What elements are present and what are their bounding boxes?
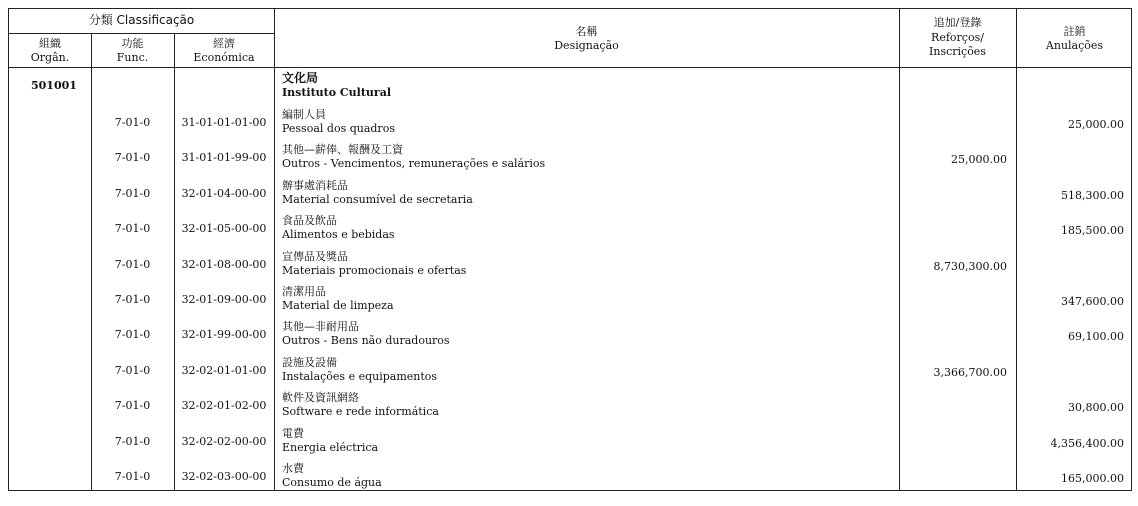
reforcos-value: 8,730,300.00 bbox=[933, 260, 1007, 273]
designation-pt: Alimentos e bebidas bbox=[282, 228, 395, 241]
header-organ-zh: 組織 bbox=[39, 37, 61, 50]
anulacoes-value: 30,800.00 bbox=[1068, 401, 1124, 414]
designation-zh: 食品及飲品 bbox=[282, 214, 337, 227]
designation-zh: 設施及設備 bbox=[282, 356, 337, 369]
designation-pt: Consumo de água bbox=[282, 476, 382, 489]
header-func-pt: Func. bbox=[116, 51, 149, 64]
econ-code: 32-02-02-00-00 bbox=[181, 435, 267, 448]
column-divider bbox=[899, 9, 900, 490]
organ-code: 501001 bbox=[31, 79, 77, 92]
func-code: 7-01-0 bbox=[114, 470, 151, 483]
anulacoes-value: 518,300.00 bbox=[1061, 189, 1124, 202]
econ-code: 32-01-09-00-00 bbox=[181, 293, 267, 306]
func-code: 7-01-0 bbox=[114, 364, 151, 377]
econ-code: 32-01-08-00-00 bbox=[181, 258, 267, 271]
budget-table bbox=[8, 8, 1132, 491]
func-code: 7-01-0 bbox=[114, 328, 151, 341]
reforcos-value: 25,000.00 bbox=[951, 153, 1007, 166]
designation-zh: 電費 bbox=[282, 427, 304, 440]
entity-name-pt: Instituto Cultural bbox=[282, 86, 392, 99]
entity-name-zh: 文化局 bbox=[282, 71, 319, 85]
func-code: 7-01-0 bbox=[114, 222, 151, 235]
econ-code: 32-02-03-00-00 bbox=[181, 470, 267, 483]
econ-code: 32-02-01-01-00 bbox=[181, 364, 267, 377]
column-divider bbox=[1016, 9, 1017, 490]
designation-pt: Material consumível de secretaria bbox=[282, 193, 473, 206]
econ-code: 31-01-01-99-00 bbox=[181, 151, 267, 164]
designation-pt: Pessoal dos quadros bbox=[282, 122, 395, 135]
header-reforcos-zh: 追加/登錄 bbox=[933, 16, 982, 29]
designation-pt: Outros - Vencimentos, remunerações e salários bbox=[282, 157, 546, 170]
header-organ-pt: Orgân. bbox=[30, 51, 70, 64]
econ-code: 32-01-04-00-00 bbox=[181, 187, 267, 200]
designation-zh: 編制人員 bbox=[282, 108, 326, 121]
anulacoes-value: 185,500.00 bbox=[1061, 224, 1124, 237]
anulacoes-value: 165,000.00 bbox=[1061, 472, 1124, 485]
header-designacao-pt: Designação bbox=[554, 39, 619, 52]
header-reforcos-pt: Reforços/ bbox=[931, 31, 984, 44]
header-func-zh: 功能 bbox=[121, 37, 144, 50]
header-subrule bbox=[9, 33, 274, 34]
designation-zh: 軟件及資訊網絡 bbox=[282, 391, 359, 404]
reforcos-value: 3,366,700.00 bbox=[933, 366, 1007, 379]
econ-code: 32-02-01-02-00 bbox=[181, 399, 267, 412]
econ-code: 32-01-99-00-00 bbox=[181, 328, 267, 341]
designation-pt: Materiais promocionais e ofertas bbox=[282, 264, 467, 277]
header-econ-pt: Económica bbox=[193, 51, 255, 64]
designation-pt: Energia eléctrica bbox=[282, 441, 379, 454]
func-code: 7-01-0 bbox=[114, 151, 151, 164]
column-divider bbox=[274, 9, 275, 490]
designation-pt: Material de limpeza bbox=[282, 299, 394, 312]
anulacoes-value: 4,356,400.00 bbox=[1050, 437, 1124, 450]
designation-zh: 清潔用品 bbox=[282, 285, 326, 298]
designation-pt: Instalações e equipamentos bbox=[282, 370, 438, 383]
header-inscricoes-pt: Inscrições bbox=[929, 45, 986, 58]
header-econ-zh: 經濟 bbox=[213, 37, 235, 50]
func-code: 7-01-0 bbox=[114, 399, 151, 412]
designation-zh: 其他—薪俸、報酬及工資 bbox=[282, 143, 403, 156]
designation-zh: 其他—非耐用品 bbox=[282, 320, 359, 333]
designation-zh: 宣傳品及獎品 bbox=[282, 250, 348, 263]
func-code: 7-01-0 bbox=[114, 435, 151, 448]
designation-zh: 水費 bbox=[282, 462, 304, 475]
func-code: 7-01-0 bbox=[114, 116, 151, 129]
header-anulacoes-pt: Anulações bbox=[1045, 39, 1104, 52]
econ-code: 32-01-05-00-00 bbox=[181, 222, 267, 235]
func-code: 7-01-0 bbox=[114, 293, 151, 306]
anulacoes-value: 25,000.00 bbox=[1068, 118, 1124, 131]
func-code: 7-01-0 bbox=[114, 258, 151, 271]
header-anulacoes-zh: 註銷 bbox=[1063, 25, 1086, 38]
anulacoes-value: 69,100.00 bbox=[1068, 330, 1124, 343]
header-rule bbox=[9, 67, 1131, 68]
func-code: 7-01-0 bbox=[114, 187, 151, 200]
header-designacao-zh: 名稱 bbox=[575, 25, 598, 38]
designation-pt: Software e rede informática bbox=[282, 405, 439, 418]
designation-pt: Outros - Bens não duradouros bbox=[282, 334, 450, 347]
anulacoes-value: 347,600.00 bbox=[1061, 295, 1124, 308]
econ-code: 31-01-01-01-00 bbox=[181, 116, 267, 129]
designation-zh: 辦事處消耗品 bbox=[282, 179, 348, 192]
header-classificacao: 分類 Classificação bbox=[88, 13, 195, 27]
